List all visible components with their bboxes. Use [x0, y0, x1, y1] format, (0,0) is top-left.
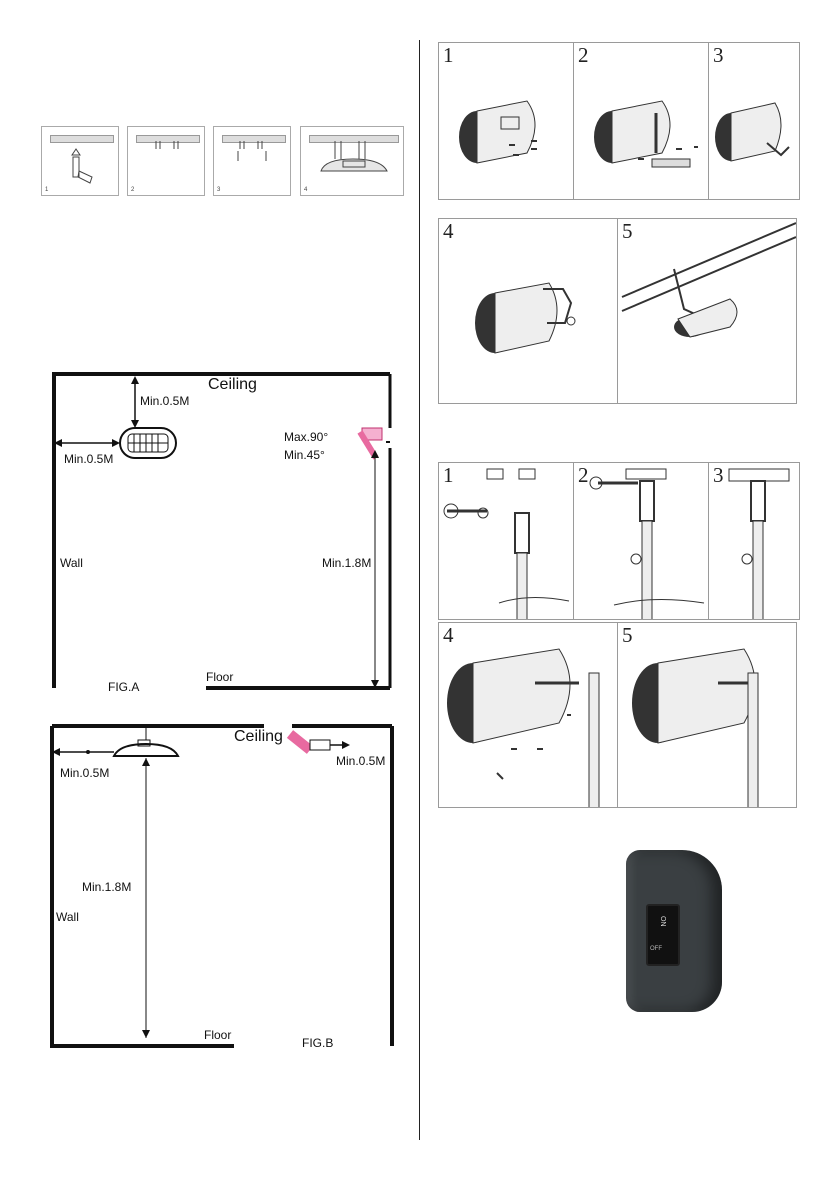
pole-mount-step-2 [573, 462, 709, 620]
fig-b-min-left-label: Min.0.5M [60, 766, 110, 780]
small-step-number: 2 [131, 187, 135, 193]
pole-clamp-icon [709, 463, 800, 620]
small-step-panel-2 [127, 126, 205, 196]
step-number: 4 [443, 219, 454, 243]
step-number: 1 [443, 463, 454, 487]
wall-mount-step-4 [438, 218, 618, 404]
drill-icon [42, 127, 120, 197]
power-switch-photo [620, 848, 728, 1016]
fig-b-floor-label: Floor [204, 1028, 232, 1042]
small-step-panel-1 [41, 126, 119, 196]
ceiling-mount-icon [618, 219, 797, 404]
step-number: 5 [622, 623, 633, 647]
pole-mount-step-5 [617, 622, 797, 808]
column-divider [419, 40, 420, 1140]
fig-a-max-angle-label: Max.90° [284, 430, 329, 444]
fig-b-min-right-label: Min.0.5M [336, 754, 386, 768]
step-number: 2 [578, 43, 589, 67]
fig-a-wall-label: Wall [60, 556, 83, 570]
fig-a-min-top-label: Min.0.5M [140, 394, 190, 408]
fig-a-ceiling-label: Ceiling [208, 376, 257, 393]
small-step-panel-3 [213, 126, 291, 196]
pole-clamp-icon [439, 463, 574, 620]
pole-heater-icon [439, 623, 618, 808]
step-number: 4 [443, 623, 454, 647]
wall-mount-step-3 [708, 42, 800, 200]
pole-clamp-icon [574, 463, 709, 620]
pole-heater-icon [618, 623, 797, 808]
switch-off-label: OFF [650, 946, 662, 952]
rocker-switch [646, 904, 680, 966]
pole-mount-step-1 [438, 462, 574, 620]
fig-a-floor-label: Floor [206, 670, 234, 684]
switch-housing [626, 850, 722, 1012]
pole-mount-step-3 [708, 462, 800, 620]
fig-a-min-angle-label: Min.45° [284, 448, 325, 462]
fig-a-diagram [48, 368, 398, 694]
heater-bracket-icon [574, 43, 709, 200]
heater-icon [301, 127, 405, 197]
step-number: 5 [622, 219, 633, 243]
step-number: 3 [713, 463, 724, 487]
fig-a-caption: FIG.A [108, 680, 140, 694]
fig-b-diagram [48, 720, 398, 1052]
heater-illustration-icon [439, 43, 574, 200]
wall-mount-step-5 [617, 218, 797, 404]
small-step-number: 4 [304, 187, 308, 193]
fig-b-caption: FIG.B [302, 1036, 334, 1050]
small-step-number: 1 [45, 187, 49, 193]
step-number: 2 [578, 463, 589, 487]
wall-mount-step-1 [438, 42, 574, 200]
step-number: 3 [713, 43, 724, 67]
fig-b-min-height-label: Min.1.8M [82, 880, 132, 894]
fig-a-min-side-label: Min.0.5M [64, 452, 114, 466]
fig-b-wall-label: Wall [56, 910, 79, 924]
switch-on-label: ON [659, 916, 666, 927]
pole-mount-step-4 [438, 622, 618, 808]
fig-a-min-height-label: Min.1.8M [322, 556, 372, 570]
heater-bracket-icon [709, 43, 800, 200]
anchor-icon [128, 127, 206, 197]
small-step-panel-4 [300, 126, 404, 196]
heater-illustration-icon [439, 219, 618, 404]
step-number: 1 [443, 43, 454, 67]
small-step-number: 3 [217, 187, 221, 193]
bracket-icon [214, 127, 292, 197]
wall-mount-step-2 [573, 42, 709, 200]
fig-b-ceiling-label: Ceiling [234, 728, 283, 745]
